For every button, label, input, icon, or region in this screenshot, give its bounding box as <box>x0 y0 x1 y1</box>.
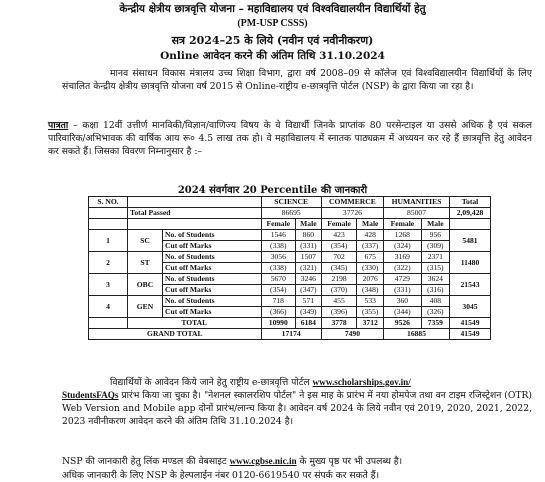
students-cell: 956 <box>421 230 449 241</box>
students-cell: 1268 <box>384 230 422 241</box>
grand-commerce: 7490 <box>321 329 383 340</box>
category-name: OBC <box>128 274 163 296</box>
cutoff-label: Cut off Marks <box>163 285 262 296</box>
portal-text-2: प्रारंभ किया जा चुका है। "नेशनल स्कालरशिप पोर्टल" ने इस माह के प्रारंभ में नया होमपेज तथा वन टाइम रजिस्ट्रेशन (OTR) Web Version and Mobile app दोनों प्रारंभ/लान्च किया है। आवेदन वर्ष 2024 के लिये नवीन एवं 2019, 2020, 2021, 2022, 2023 नवीनीकरण आवेदन करने की अंतिम तिथि 31.10.2024 है। <box>62 390 533 427</box>
cell-empty <box>89 219 128 230</box>
students-cell: 4729 <box>384 274 422 285</box>
grand-total-label: GRAND TOTAL <box>89 329 262 340</box>
students-label: No. of Students <box>163 252 262 263</box>
category-row <box>89 296 491 307</box>
students-cell: 2371 <box>421 252 449 263</box>
cutoff-cell: (354) <box>321 241 357 252</box>
total-row <box>89 318 491 329</box>
cutoff-label: Cut off Marks <box>163 241 262 252</box>
table-body <box>89 197 491 340</box>
category-row <box>89 230 491 241</box>
total-label: TOTAL <box>128 318 262 329</box>
intro-paragraph <box>62 67 532 93</box>
students-cell: 5670 <box>261 274 295 285</box>
total-passed-label: Total Passed <box>128 208 262 219</box>
female-header: Female <box>261 219 295 230</box>
students-cell: 408 <box>421 296 449 307</box>
students-cell: 2198 <box>321 274 357 285</box>
male-header: Male <box>421 219 449 230</box>
cutoff-cell: (321) <box>295 263 321 274</box>
cutoff-cell: (322) <box>384 263 422 274</box>
cutoff-cell: (344) <box>384 307 422 318</box>
male-header: Male <box>357 219 384 230</box>
humanities-passed: 85007 <box>384 208 450 219</box>
row-number: 4 <box>89 296 128 318</box>
cutoff-cell: (338) <box>261 241 295 252</box>
cutoff-cell: (348) <box>357 285 384 296</box>
col-commerce: COMMERCE <box>321 197 383 208</box>
cutoff-cell: (345) <box>321 263 357 274</box>
row-number: 2 <box>89 252 128 274</box>
cutoff-label: Cut off Marks <box>163 307 262 318</box>
students-cell: 455 <box>321 296 357 307</box>
cutoff-cell: (370) <box>321 285 357 296</box>
intro-text: मानव संसाधन विकास मंत्रालय उच्च शिक्षा विभाग, द्वारा वर्ष 2008–09 से कॉलेज एवं विश्वविद्यालयीन विद्यार्थियों के लिए संचालित केन्द्रीय क्षेत्रीय छात्रवृत्ति योजना वर्ष 2015 से Online-राष्ट्रीय e-छात्रवृत्ति पोर्टल (NSP) के द्वारा किया जा रहा है। <box>62 68 532 92</box>
students-cell: 860 <box>295 230 321 241</box>
deadline-line: Online आवेदन करने की अंतिम तिथि 31.10.2024 <box>160 50 385 62</box>
total-cell: 10990 <box>261 318 295 329</box>
cutoff-cell: (316) <box>421 285 449 296</box>
scheme-code: (PM-USP CSSS) <box>237 18 308 29</box>
table-title: 2024 संवर्गवार 20 Percentile की जानकारी <box>177 185 368 196</box>
cutoff-cell: (396) <box>321 307 357 318</box>
cutoff-cell: (347) <box>295 285 321 296</box>
students-cell: 571 <box>295 296 321 307</box>
students-cell: 1546 <box>261 230 295 241</box>
category-total: 3045 <box>450 296 491 318</box>
row-number: 3 <box>89 274 128 296</box>
nsp-info-paragraph <box>62 455 532 468</box>
cgbse-link[interactable]: www.cgbse.nic.in <box>229 456 297 466</box>
students-label: No. of Students <box>163 296 262 307</box>
row-number: 1 <box>89 230 128 252</box>
cutoff-cell: (354) <box>261 285 295 296</box>
cutoff-cell: (355) <box>357 307 384 318</box>
category-name: ST <box>128 252 163 274</box>
category-total: 5481 <box>450 230 491 252</box>
col-sno: S. NO. <box>89 197 128 208</box>
cutoff-cell: (366) <box>261 307 295 318</box>
eligibility-label: पात्रता <box>48 120 69 131</box>
cutoff-cell: (315) <box>421 263 449 274</box>
total-cell: 3712 <box>357 318 384 329</box>
cutoff-cell: (338) <box>261 263 295 274</box>
col-total: Total <box>450 197 491 208</box>
cutoff-cell: (309) <box>421 241 449 252</box>
grand-humanities: 16885 <box>384 329 450 340</box>
category-name: GEN <box>128 296 163 318</box>
students-cell: 360 <box>384 296 422 307</box>
students-cell: 3056 <box>261 252 295 263</box>
cutoff-cell: (324) <box>384 241 422 252</box>
female-header: Female <box>384 219 422 230</box>
portal-link[interactable]: www.scholarships.gov.in/ <box>312 377 411 387</box>
students-cell: 675 <box>357 252 384 263</box>
students-label: No. of Students <box>163 274 262 285</box>
students-cell: 533 <box>357 296 384 307</box>
category-total: 21543 <box>450 274 491 296</box>
session-line: सत्र 2024–25 के लिये (नवीन एवं नवीनीकरण) <box>171 34 374 47</box>
category-row <box>89 274 491 285</box>
portal-text: विद्यार्थियों के आवेदन किये जाने हेतु राष्ट्रीय e-छात्रवृत्ति पोर्टल <box>110 377 310 388</box>
overall-total: 41549 <box>450 318 491 329</box>
total-cell: 3778 <box>321 318 357 329</box>
total-cell: 7359 <box>421 318 449 329</box>
cutoff-cell: (331) <box>295 241 321 252</box>
gender-header-row <box>89 219 491 230</box>
male-header: Male <box>295 219 321 230</box>
cell-empty <box>128 219 262 230</box>
students-cell: 428 <box>357 230 384 241</box>
cutoff-label: Cut off Marks <box>163 263 262 274</box>
portal-paragraph <box>62 376 532 428</box>
science-passed: 86695 <box>261 208 321 219</box>
total-cell: 6184 <box>295 318 321 329</box>
students-label: No. of Students <box>163 230 262 241</box>
cutoff-cell: (337) <box>357 241 384 252</box>
cell-empty <box>89 208 128 219</box>
cutoff-cell: (331) <box>384 285 422 296</box>
category-total: 11480 <box>450 252 491 274</box>
eligibility-text: – कक्षा 12वीं उत्तीर्ण मानविकी/विज्ञान/वाणिज्य विषय के वे विद्यार्थी जिनके प्राप्तांक 80 परसेन्टाइल या उससे अधिक है एवं सकल पारिवारिक/अभिभावक की वार्षिक आय रू० 4.5 लाख तक हो। वे महाविद्यालय में स्नातक पाठ्यक्रम में अध्ययन कर रहे हैं छात्रवृत्ति हेतु आवेदन कर सकते हैं। जिसका विवरण निम्नानुसार है :– <box>48 120 533 157</box>
cutoff-cell: (330) <box>357 263 384 274</box>
students-cell: 3246 <box>295 274 321 285</box>
cell-empty <box>89 318 128 329</box>
eligibility-paragraph <box>48 119 532 158</box>
percentile-table <box>88 196 491 340</box>
col-blank <box>128 197 262 208</box>
students-cell: 1507 <box>295 252 321 263</box>
students-cell: 718 <box>261 296 295 307</box>
nsp-info-text-2: के मुख्य पृष्ठ पर भी उपलब्ध है। <box>299 456 403 467</box>
col-science: SCIENCE <box>261 197 321 208</box>
scheme-title: केन्द्रीय क्षेत्रीय छात्रवृत्ति योजना – महाविद्यालय एवं विश्वविद्यालयीन विद्यार्थियों हेतु <box>119 3 426 15</box>
cell-empty <box>450 219 491 230</box>
students-cell: 423 <box>321 230 357 241</box>
nsp-info-text: NSP की जानकारी हेतु लिंक मण्डल की वेबसाइट <box>62 456 227 467</box>
category-row <box>89 252 491 263</box>
portal-link-faqs[interactable]: StudentsFAQs <box>62 390 119 400</box>
table-header-row <box>89 197 491 208</box>
col-humanities: HUMANITIES <box>384 197 450 208</box>
grand-science: 17174 <box>261 329 321 340</box>
total-passed-row <box>89 208 491 219</box>
commerce-passed: 37726 <box>321 208 383 219</box>
cutoff-cell: (326) <box>421 307 449 318</box>
female-header: Female <box>321 219 357 230</box>
grand-overall: 41549 <box>450 329 491 340</box>
all-passed: 2,09,428 <box>450 208 491 219</box>
category-name: SC <box>128 230 163 252</box>
students-cell: 702 <box>321 252 357 263</box>
total-cell: 9526 <box>384 318 422 329</box>
students-cell: 3624 <box>421 274 449 285</box>
students-cell: 2076 <box>357 274 384 285</box>
cutoff-cell: (349) <box>295 307 321 318</box>
helpline-paragraph: अधिक जानकारी के लिए NSP के हेल्पलाईन नंबर 0120-6619540 पर संपर्क कर सकते हैं। <box>62 470 380 481</box>
grand-total-row <box>89 329 491 340</box>
students-cell: 3169 <box>384 252 422 263</box>
